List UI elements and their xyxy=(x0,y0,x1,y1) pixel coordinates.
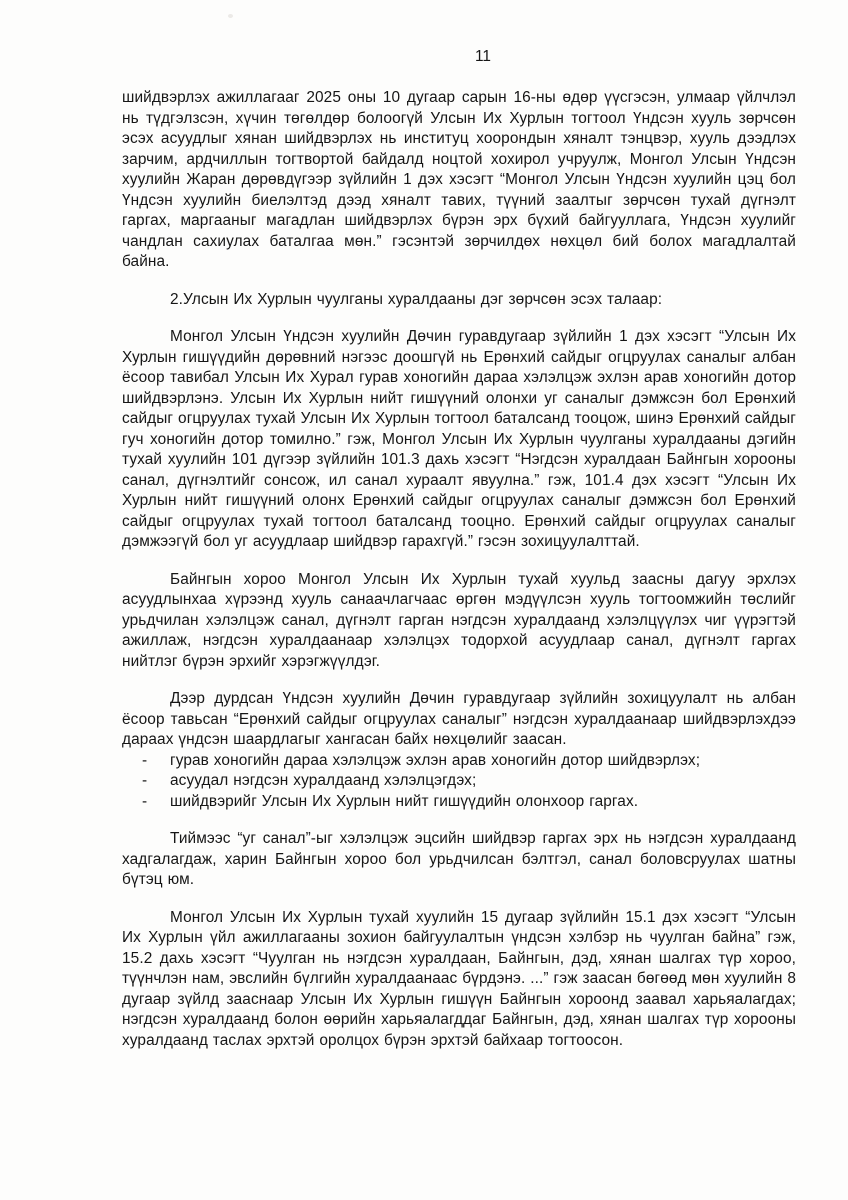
list-item-text: асуудал нэгдсэн хуралдаанд хэлэлцэгдэх; xyxy=(170,772,477,789)
list-item-text: гурав хоногийн дараа хэлэлцэж эхлэн арав хоногийн дотор шийдвэрлэх; xyxy=(170,751,701,769)
body-paragraph-continuation: шийдвэрлэх ажиллагааг 2025 оны 10 дугаар сарын 16-ны өдөр үүсгэсэн, улмаар үйлчлэл нь түдгэлзсэн, хүчин төгөлдөр болоогүй Улсын Их Хурлын тогтоол Үндсэн хууль зөрчсөн эсэх асуудлыг хянан шийдвэрлэх нь институц хоорондын хяналт тэнцвэр, хууль дээдлэх зарчим, ардчиллын тогтвортой байдалд ноцтой хохирол учруулж, Монгол Улсын Үндсэн хуулийн Жаран дөрөвдүгээр зүйлийн 1 дэх хэсэгт “Монгол Улсын Үндсэн хуулийн цэц бол Үндсэн хуулийн биелэлтэд дээд хяналт тавих, түүний заалтыг зөрчсөн тухай дүгнэлт гаргах, маргааныг магадлан шийдвэрлэх бүрэн эрх бүхий байгууллага, Үндсэн хуулийг чандлан сахиулах баталгаа мөн.” гэсэнтэй зөрчилдөх нөхцөл бий болох магадлалтай байна. xyxy=(122,89,796,270)
list-item xyxy=(122,792,796,813)
body-paragraph: Монгол Улсын Үндсэн хуулийн Дөчин гуравдугаар зүйлийн 1 дэх хэсэгт “Улсын Их Хурлын гишүүдийн дөрөвний нэгээс доошгүй нь Ерөнхий сайдыг огцруулах саналыг албан ёсоор тавибал Улсын Их Хурал гурав хоногийн дараа хэлэлцэж эхлэн арав хоногийн дотор шийдвэрлэнэ. Улсын Их Хурлын нийт гишүүний олонхи уг саналыг дэмжсэн бол Ерөнхий сайдыг огцруулах тухай Улсын Их Хурлын тогтоол баталсанд тооцож, шинэ Ерөнхий сайдыг гуч хоногийн дотор томилно.” гэж, Монгол Улсын Их Хурлын чуулганы хуралдааны дэгийн тухай хуулийн 101 дүгээр зүйлийн 101.3 дахь хэсэгт “Нэгдсэн хуралдаан Байнгын хорооны санал, дүгнэлтийг сонсож, ил санал хураалт явуулна.” гэж, 101.4 дэх хэсэгт “Улсын Их Хурлын нийт гишүүний олонх Ерөнхий сайдыг огцруулах саналыг дэмжсэн бол Ерөнхий сайдыг огцруулах тухай тогтоол баталсанд тооцно. Ерөнхий сайдыг огцруулах саналыг дэмжээгүй бол уг асуудлаар шийдвэр гарахгүй.” гэсэн зохицуулалттай. xyxy=(122,328,796,550)
requirement-list xyxy=(122,751,796,813)
document-body xyxy=(122,88,796,1051)
page-number: 11 xyxy=(475,48,491,65)
body-paragraph: Дээр дурдсан Үндсэн хуулийн Дөчин гуравдугаар зүйлийн зохицуулалт нь албан ёсоор тавьсан “Ерөнхий сайдыг огцруулах саналыг” нэгдсэн хуралдаанаар шийдвэрлэхдээ дараах үндсэн шаардлагыг хангасан байх нөхцөлийг заасан. xyxy=(122,690,796,748)
dash-bullet-marker: - xyxy=(142,751,148,769)
body-paragraph: Монгол Улсын Их Хурлын тухай хуулийн 15 дугаар зүйлийн 15.1 дэх хэсэгт “Улсын Их Хурлын үйл ажиллагааны зохион байгуулалтын үндсэн хэлбэр нь чуулган байна” гэж, 15.2 дахь хэсэгт “Чуулган нь нэгдсэн хуралдаан, Байнгын, дэд, хянан шалгах түр хороо, түүнчлэн нам, эвслийн бүлгийн хуралдаанаас бүрдэнэ. ...” гэж заасан бөгөөд мөн хуулийн 8 дугаар зүйлд зааснаар Улсын Их Хурлын гишүүн Байнгын хороонд заавал харьяалагдах; нэгдсэн хуралдаанд болон өөрийн харьяалагддаг Байнгын, дэд, хянан шалгах түр хорооны хуралдаанд таслах эрхтэй оролцох бүрэн эрхтэй байхаар тогтоосон. xyxy=(122,908,796,1049)
list-item xyxy=(122,751,796,772)
scan-artifact-speck xyxy=(228,14,233,18)
body-paragraph: Байнгын хороо Монгол Улсын Их Хурлын тухай хуульд заасны дагуу эрхлэх асуудлынхаа хүрээнд хууль санаачлагчаас өргөн мэдүүлсэн хууль тогтоомжийн төслийг урьдчилан хэлэлцэж санал, дүгнэлт гарган нэгдсэн хуралдаанд хэлэлцүүлэх чиг үүрэгтэй ажиллаж, нэгдсэн хуралдаанаар хэлэлцэх тодорхой асуудлаар санал, дүгнэлт гаргах нийтлэг бүрэн эрхийг хэрэгжүүлдэг. xyxy=(122,570,796,670)
dash-bullet-marker: - xyxy=(142,772,148,789)
body-paragraph: Тиймээс “уг санал”-ыг хэлэлцэж эцсийн шийдвэр гаргах эрх нь нэгдсэн хуралдаанд хадгалагдаж, харин Байнгын хороо бол урьдчилсан бэлтгэл, санал боловсруулах шатны бүтэц юм. xyxy=(122,830,796,888)
dash-bullet-marker: - xyxy=(142,792,148,810)
list-item xyxy=(122,771,796,792)
list-item-text: шийдвэрийг Улсын Их Хурлын нийт гишүүдийн олонхоор гаргах. xyxy=(170,792,639,810)
section-heading: 2.Улсын Их Хурлын чуулганы хуралдааны дэг зөрчсөн эсэх талаар: xyxy=(170,290,663,308)
